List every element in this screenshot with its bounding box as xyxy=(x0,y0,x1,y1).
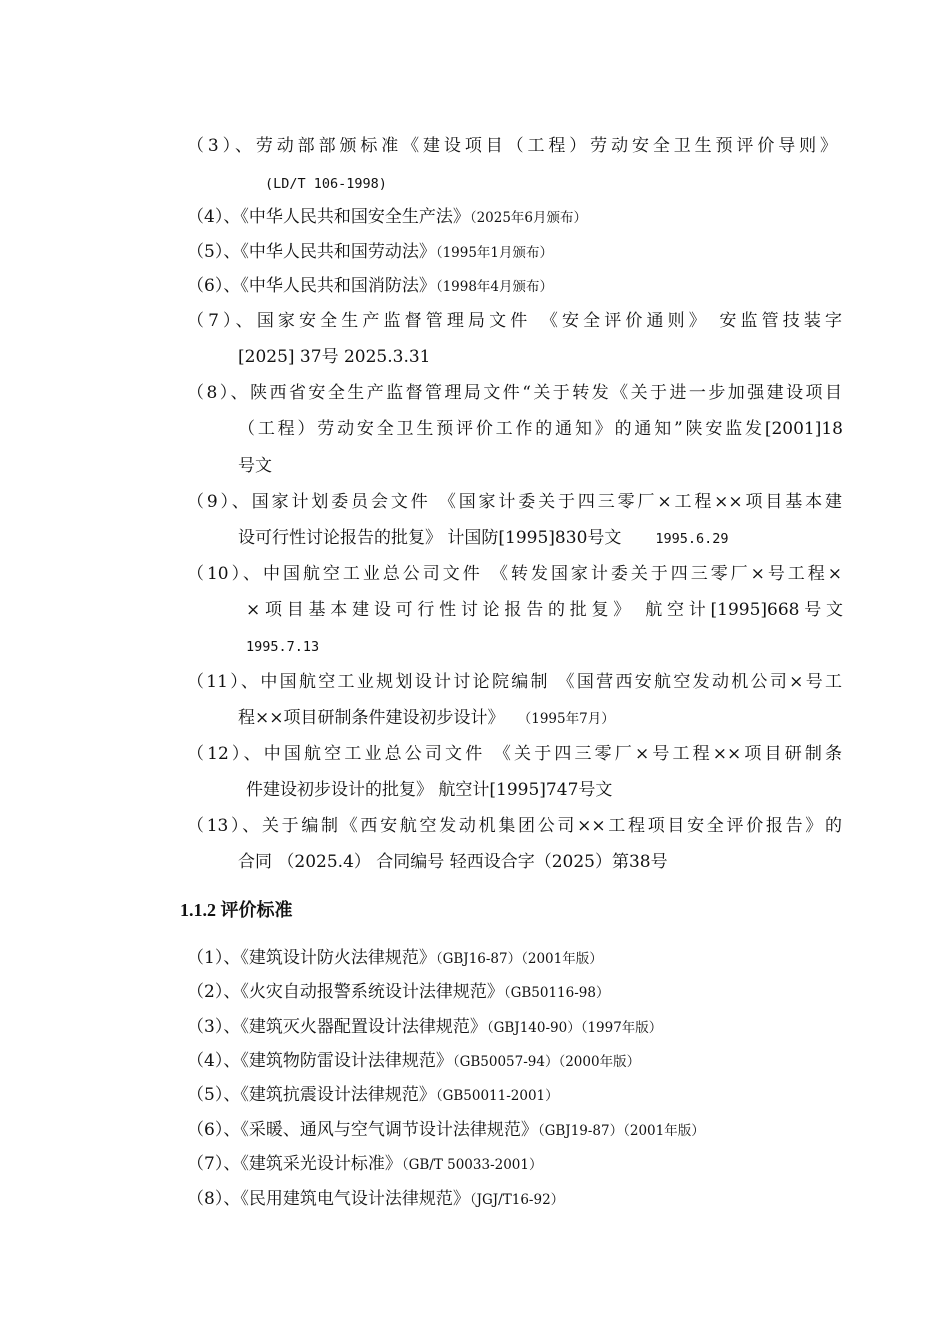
standard-item-code: （JGJ/T16-92） xyxy=(469,1192,565,1208)
law-item-text: 中国航空工业规划设计讨论院编制 《国营西安航空发动机公司×号工 xyxy=(260,672,842,692)
standard-item-text: 《建筑灭火器配置设计法律规范》 xyxy=(240,1017,487,1037)
law-item-text: 国家计划委员会文件 《国家计委关于四三零厂×工程××项目基本建 xyxy=(251,492,842,512)
standard-item-text: 《建筑采光设计标准》 xyxy=(240,1154,402,1174)
law-item-continuation: 号文 xyxy=(238,456,272,476)
standard-item-number: （8）、 xyxy=(187,1189,241,1209)
law-item-5 xyxy=(187,240,553,265)
law-item-date: （2025年6月颁布） xyxy=(469,210,588,226)
law-item-number: （13）、 xyxy=(187,816,262,836)
standard-item-code: （GBJ16-87）（2001年版） xyxy=(435,951,603,967)
standard-item-number: （3）、 xyxy=(187,1017,241,1037)
law-item-continuation: （工程）劳动安全卫生预评价工作的通知》的通知”陕安监发[2001]18 xyxy=(238,419,843,439)
standard-item-3 xyxy=(187,1015,662,1040)
standard-item-number: （4）、 xyxy=(187,1051,241,1071)
standard-item-7 xyxy=(187,1152,543,1177)
law-item-date: （1995年1月颁布） xyxy=(435,245,554,261)
standard-item-code: （GBJ19-87）（2001年版） xyxy=(537,1123,705,1139)
law-item-text: 中国航空工业总公司文件 《转发国家计委关于四三零厂×号工程× xyxy=(263,564,842,584)
standard-item-code: （GB50011-2001） xyxy=(435,1088,559,1104)
law-item-12 xyxy=(187,742,842,766)
law-item-continuation xyxy=(238,706,615,731)
standard-item-code: （GBJ140-90）（1997年版） xyxy=(486,1020,663,1036)
law-item-number: （5）、 xyxy=(187,242,241,262)
law-item-11 xyxy=(187,670,842,694)
law-item-13 xyxy=(187,814,842,838)
law-item-number: （11）、 xyxy=(187,672,261,692)
standard-item-5 xyxy=(187,1083,559,1108)
law-item-text: 《中华人民共和国安全生产法》 xyxy=(240,207,470,227)
law-item-text: 设可行性讨论报告的批复》 计国防[1995]830号文 xyxy=(238,528,622,548)
law-item-8 xyxy=(187,381,842,405)
standard-item-2 xyxy=(187,980,609,1005)
standard-item-code: （GB50116-98） xyxy=(503,985,610,1001)
law-item-date: 1995.6.29 xyxy=(655,531,729,547)
standard-item-text: 《民用建筑电气设计法律规范》 xyxy=(240,1189,470,1209)
law-item-number: （12）、 xyxy=(187,744,264,764)
law-item-continuation: 件建设初步设计的批复》 航空计[1995]747号文 xyxy=(246,780,613,800)
law-item-text: 中国航空工业总公司文件 《关于四三零厂×号工程××项目研制条 xyxy=(263,744,842,764)
law-item-number: （10）、 xyxy=(187,564,264,584)
standard-item-number: （5）、 xyxy=(187,1085,241,1105)
standard-item-number: （6）、 xyxy=(187,1120,241,1140)
law-item-continuation: [2025] 37号 2025.3.31 xyxy=(238,347,431,367)
law-item-4 xyxy=(187,205,587,230)
law-item-text: 程××项目研制条件建设初步设计》 xyxy=(238,708,505,728)
standard-item-4 xyxy=(187,1049,640,1074)
standard-item-text: 《火灾自动报警系统设计法律规范》 xyxy=(240,982,504,1002)
law-item-continuation xyxy=(238,526,729,551)
law-item-continuation: 合同 （2025.4） 合同编号 轻西设合字（2025）第38号 xyxy=(238,852,668,872)
law-item-3 xyxy=(187,134,837,158)
standard-item-text: 《建筑物防雷设计法律规范》 xyxy=(240,1051,453,1071)
standard-item-code: （GB/T 50033-2001） xyxy=(401,1157,543,1173)
law-item-number: （3）、 xyxy=(187,136,256,156)
law-item-text: 国家安全生产监督管理局文件 《安全评价通则》 安监管技装字 xyxy=(256,311,842,331)
standard-item-8 xyxy=(187,1187,564,1212)
law-item-9 xyxy=(187,490,842,514)
standard-item-text: 《采暖、通风与空气调节设计法律规范》 xyxy=(240,1120,538,1140)
law-item-number: （9）、 xyxy=(187,492,252,512)
law-item-number: （7）、 xyxy=(187,311,257,331)
law-item-6 xyxy=(187,274,553,299)
standard-item-number: （2）、 xyxy=(187,982,241,1002)
standard-item-number: （1）、 xyxy=(187,948,241,968)
section-heading: 1.1.2 评价标准 xyxy=(180,900,293,920)
law-item-number: （8）、 xyxy=(187,383,251,403)
law-item-10 xyxy=(187,562,842,586)
standard-item-1 xyxy=(187,946,603,971)
standard-item-text: 《建筑抗震设计法律规范》 xyxy=(240,1085,436,1105)
standard-item-6 xyxy=(187,1118,705,1143)
law-item-date: （1998年4月颁布） xyxy=(435,279,554,295)
standard-item-text: 《建筑设计防火法律规范》 xyxy=(240,948,436,968)
law-item-date: （1995年7月） xyxy=(524,711,615,727)
law-item-date: 1995.7.13 xyxy=(246,639,320,655)
law-item-continuation: ×项目基本建设可行性讨论报告的批复》 航空计[1995]668号文 xyxy=(246,600,843,620)
law-item-text: 关于编制《西安航空发动机集团公司××工程项目安全评价报告》的 xyxy=(261,816,842,836)
law-item-text: 《中华人民共和国劳动法》 xyxy=(240,242,436,262)
law-item-text: 陕西省安全生产监督管理局文件“关于转发《关于进一步加强建设项目 xyxy=(250,383,842,403)
law-item-7 xyxy=(187,309,842,333)
law-item-code: (LD/T 106-1998) xyxy=(265,176,387,192)
law-item-number: （4）、 xyxy=(187,207,241,227)
law-item-number: （6）、 xyxy=(187,276,241,296)
standard-item-code: （GB50057-94）（2000年版） xyxy=(452,1054,641,1070)
law-item-text: 劳动部部颁标准《建设项目（工程）劳动安全卫生预评价导则》 xyxy=(255,136,837,156)
law-item-text: 《中华人民共和国消防法》 xyxy=(240,276,436,296)
standard-item-number: （7）、 xyxy=(187,1154,241,1174)
